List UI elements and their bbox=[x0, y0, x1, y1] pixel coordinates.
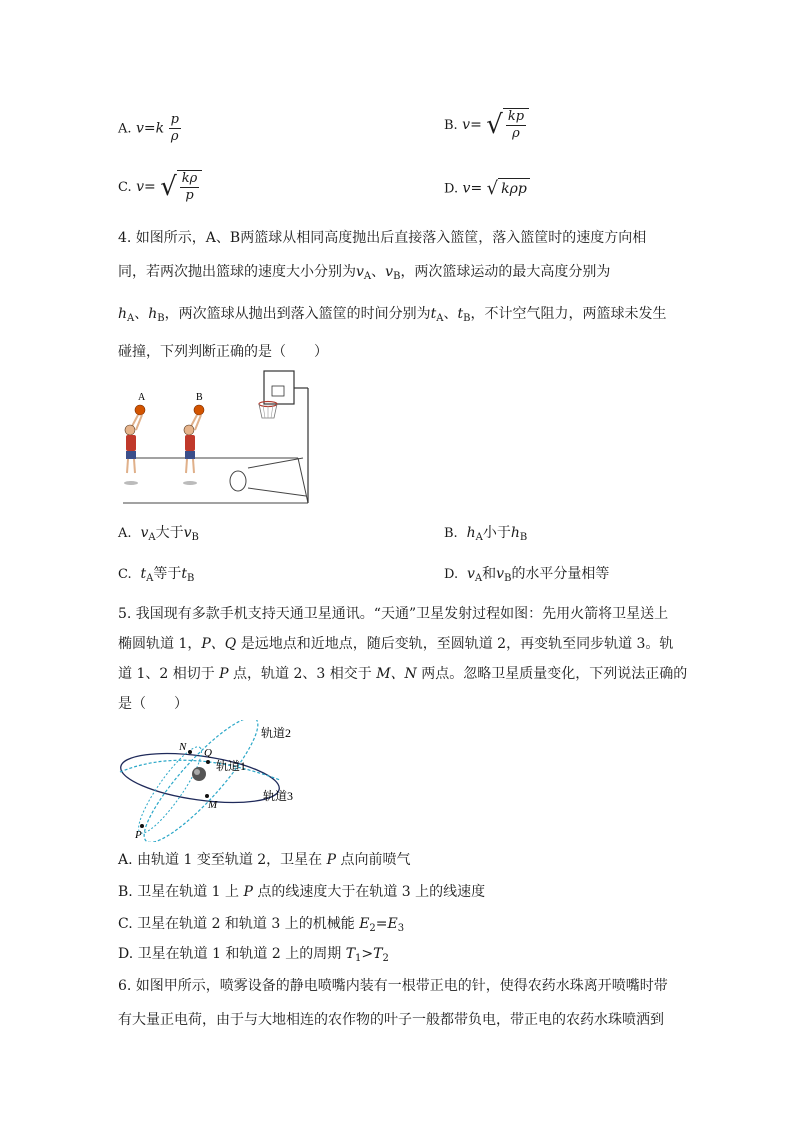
numerator: p bbox=[170, 112, 179, 127]
math-var: v bbox=[140, 525, 149, 541]
point-p bbox=[140, 824, 144, 828]
math-var: v bbox=[183, 525, 192, 541]
sqrt: √ $\frac{k\rho}{p}$ bbox=[160, 170, 202, 204]
label-p: P bbox=[135, 829, 142, 841]
math-eq: > bbox=[361, 946, 374, 962]
math-var: v bbox=[136, 179, 144, 195]
text: ，两次篮球运动的最大高度分别为 bbox=[400, 264, 611, 280]
subscript: A bbox=[146, 573, 154, 584]
jersey bbox=[185, 435, 195, 451]
option-label: C. bbox=[118, 180, 132, 195]
point-m bbox=[205, 794, 209, 798]
math-var: h bbox=[466, 525, 476, 541]
shadow bbox=[183, 481, 197, 485]
sqrt: √ kρp bbox=[487, 178, 530, 199]
q3-option-b bbox=[444, 108, 529, 142]
math-var: E bbox=[359, 916, 370, 932]
text: 道 1、2 相切于 bbox=[118, 666, 220, 682]
orbit-2 bbox=[131, 720, 270, 842]
math-var: t bbox=[140, 566, 147, 582]
leg bbox=[186, 459, 187, 473]
math-var: P bbox=[219, 666, 229, 682]
math-var: v bbox=[385, 264, 394, 280]
numerator: kρ bbox=[181, 171, 198, 186]
subscript: 3 bbox=[397, 923, 405, 934]
q4-stem-line1: 4. 如图所示，A、B两篮球从相同高度抛出后直接落入篮筐，落入篮筐时的速度方向相 bbox=[118, 230, 647, 246]
numerator: kp bbox=[507, 109, 525, 124]
separator: 、 bbox=[134, 306, 149, 322]
text: B. 卫星在轨道 1 上 bbox=[118, 884, 244, 900]
q5-option-d bbox=[118, 944, 389, 969]
text: 两点。忽略卫星质量变化，下列说法正确的 bbox=[416, 666, 688, 682]
text: D. 卫星在轨道 1 和轨道 2 上的周期 bbox=[118, 946, 346, 962]
option-label: C. bbox=[118, 567, 132, 582]
subscript: B bbox=[191, 532, 199, 543]
math-eq: = bbox=[144, 179, 156, 195]
q4-option-d bbox=[444, 564, 609, 589]
q6-stem-line2: 有大量正电荷，由于与大地相连的农作物的叶子一般都带负电，带正电的农药水珠喷洒到 bbox=[118, 1012, 664, 1028]
sqrt: √ $\frac{kp}{\rho}$ bbox=[486, 108, 529, 142]
math-eq: = bbox=[143, 120, 156, 137]
subscript: A bbox=[436, 313, 444, 324]
denominator: ρ bbox=[512, 126, 520, 141]
label-orbit3: 轨道3 bbox=[263, 789, 294, 803]
q5-stem-line2 bbox=[118, 634, 673, 654]
backboard bbox=[264, 371, 294, 404]
math-var: h bbox=[510, 525, 520, 541]
text: 大于 bbox=[155, 525, 184, 541]
shadow bbox=[124, 481, 138, 485]
jersey bbox=[126, 435, 136, 451]
separator: 、 bbox=[443, 306, 458, 322]
leg bbox=[193, 459, 194, 473]
subscript: B bbox=[393, 271, 401, 282]
label-orbit1: 轨道1 bbox=[216, 759, 247, 773]
math-var: v bbox=[462, 117, 471, 133]
q4-stem-line3 bbox=[118, 304, 667, 329]
orbit-figure bbox=[115, 720, 315, 842]
point-q bbox=[206, 760, 210, 764]
math-var: v bbox=[496, 566, 505, 582]
math-var: M、N bbox=[376, 666, 417, 682]
text: 等于 bbox=[153, 566, 182, 582]
key-line bbox=[248, 488, 306, 496]
math-var: P bbox=[243, 884, 253, 900]
text: 是远地点和近地点，随后变轨，至圆轨道 2，再变轨至同步轨道 3。轨 bbox=[236, 636, 674, 652]
subscript: B bbox=[187, 573, 195, 584]
math-var: k bbox=[155, 120, 165, 137]
shorts bbox=[185, 451, 195, 459]
math-var: t bbox=[430, 306, 437, 322]
text: ，两次篮球从抛出到落入篮筐的时间分别为 bbox=[164, 306, 431, 322]
point-n bbox=[188, 750, 192, 754]
fraction bbox=[169, 112, 181, 145]
q5-option-c bbox=[118, 914, 404, 939]
math-var: h bbox=[118, 306, 128, 322]
q4-option-a bbox=[118, 523, 199, 548]
option-label: B. bbox=[444, 118, 458, 133]
text: 和 bbox=[482, 566, 497, 582]
math-var: v bbox=[462, 180, 471, 197]
label-orbit2: 轨道2 bbox=[261, 726, 292, 740]
subscript: B bbox=[157, 313, 165, 324]
basketball-a bbox=[135, 405, 145, 415]
shorts bbox=[126, 451, 136, 459]
text: 点的线速度大于在轨道 3 上的线速度 bbox=[252, 884, 486, 900]
math-eq: = bbox=[470, 180, 483, 197]
math-var: P、Q bbox=[201, 636, 237, 652]
subscript: B bbox=[519, 532, 528, 543]
subscript: 2 bbox=[382, 953, 389, 964]
q4-option-b bbox=[444, 523, 527, 548]
q5-stem-line1: 5. 我国现有多款手机支持天通卫星通讯。“天通”卫星发射过程如图：先用火箭将卫星送上 bbox=[118, 606, 669, 622]
text: 点向前喷气 bbox=[336, 852, 411, 868]
label-n: N bbox=[179, 741, 187, 753]
q5-stem-line3 bbox=[118, 664, 687, 684]
label-a: A bbox=[138, 392, 146, 403]
court-line bbox=[298, 458, 308, 503]
option-label: A. bbox=[118, 121, 132, 137]
text: 的水平分量相等 bbox=[511, 566, 610, 582]
subscript: A bbox=[148, 532, 156, 543]
free-throw-circle bbox=[230, 471, 246, 491]
math-var: v bbox=[467, 566, 475, 582]
subscript: A bbox=[363, 271, 372, 282]
q4-stem-line2 bbox=[118, 262, 610, 287]
key-line bbox=[248, 458, 303, 468]
radicand: kρp bbox=[498, 178, 530, 199]
math-var: v bbox=[135, 120, 144, 137]
q5-option-a bbox=[118, 850, 411, 870]
option-label: D. bbox=[444, 567, 459, 582]
backboard-square bbox=[272, 386, 284, 396]
math-eq: = bbox=[375, 916, 388, 932]
basketball-b bbox=[194, 405, 204, 415]
label-b: B bbox=[196, 392, 203, 403]
option-label: B. bbox=[444, 526, 458, 541]
leg bbox=[134, 459, 135, 473]
q3-option-d bbox=[444, 178, 530, 200]
math-var: T bbox=[345, 946, 356, 962]
player-a bbox=[124, 405, 145, 485]
denominator: p bbox=[185, 188, 194, 203]
math-var: t bbox=[457, 306, 464, 322]
player-b bbox=[183, 405, 204, 485]
leg bbox=[127, 459, 128, 473]
subscript: B bbox=[463, 313, 471, 324]
q3-option-c bbox=[118, 170, 202, 204]
subscript: A bbox=[475, 532, 483, 543]
option-label: D. bbox=[444, 181, 459, 197]
math-var: h bbox=[148, 306, 158, 322]
math-var: t bbox=[181, 566, 188, 582]
text: ，不计空气阻力，两篮球未发生 bbox=[470, 306, 667, 322]
math-var: T bbox=[373, 946, 383, 962]
math-eq: = bbox=[470, 117, 482, 133]
math-var: P bbox=[326, 852, 337, 868]
option-label: A. bbox=[118, 526, 132, 541]
head bbox=[125, 425, 135, 435]
earth-highlight bbox=[194, 769, 200, 775]
subscript: B bbox=[504, 573, 512, 584]
denominator: ρ bbox=[170, 129, 179, 144]
head bbox=[184, 425, 194, 435]
label-q: Q bbox=[204, 747, 212, 759]
basketball-figure bbox=[118, 368, 318, 510]
subscript: 2 bbox=[369, 923, 376, 934]
math-var: E bbox=[387, 916, 398, 932]
subscript: 1 bbox=[355, 953, 362, 964]
separator: 、 bbox=[371, 264, 386, 280]
q4-option-c bbox=[118, 564, 194, 589]
subscript: A bbox=[127, 313, 135, 324]
text: A. 由轨道 1 变至轨道 2，卫星在 bbox=[118, 852, 327, 868]
q4-stem-line4: 碰撞，下列判断正确的是（ ） bbox=[118, 344, 328, 360]
math-var: v bbox=[356, 264, 364, 280]
q5-stem-line4: 是（ ） bbox=[118, 696, 188, 712]
label-m: M bbox=[208, 799, 218, 811]
q6-stem-line1: 6. 如图甲所示，喷雾设备的静电喷嘴内装有一根带正电的针，使得农药水珠离开喷嘴时带 bbox=[118, 978, 668, 994]
text: 椭圆轨道 1， bbox=[118, 636, 202, 652]
text: 点，轨道 2、3 相交于 bbox=[228, 666, 377, 682]
q3-option-a bbox=[118, 112, 181, 145]
text: C. 卫星在轨道 2 和轨道 3 上的机械能 bbox=[118, 916, 360, 932]
q5-option-b bbox=[118, 882, 485, 902]
text: 小于 bbox=[482, 525, 511, 541]
subscript: A bbox=[474, 573, 483, 584]
text: 同，若两次抛出篮球的速度大小分别为 bbox=[118, 264, 356, 280]
